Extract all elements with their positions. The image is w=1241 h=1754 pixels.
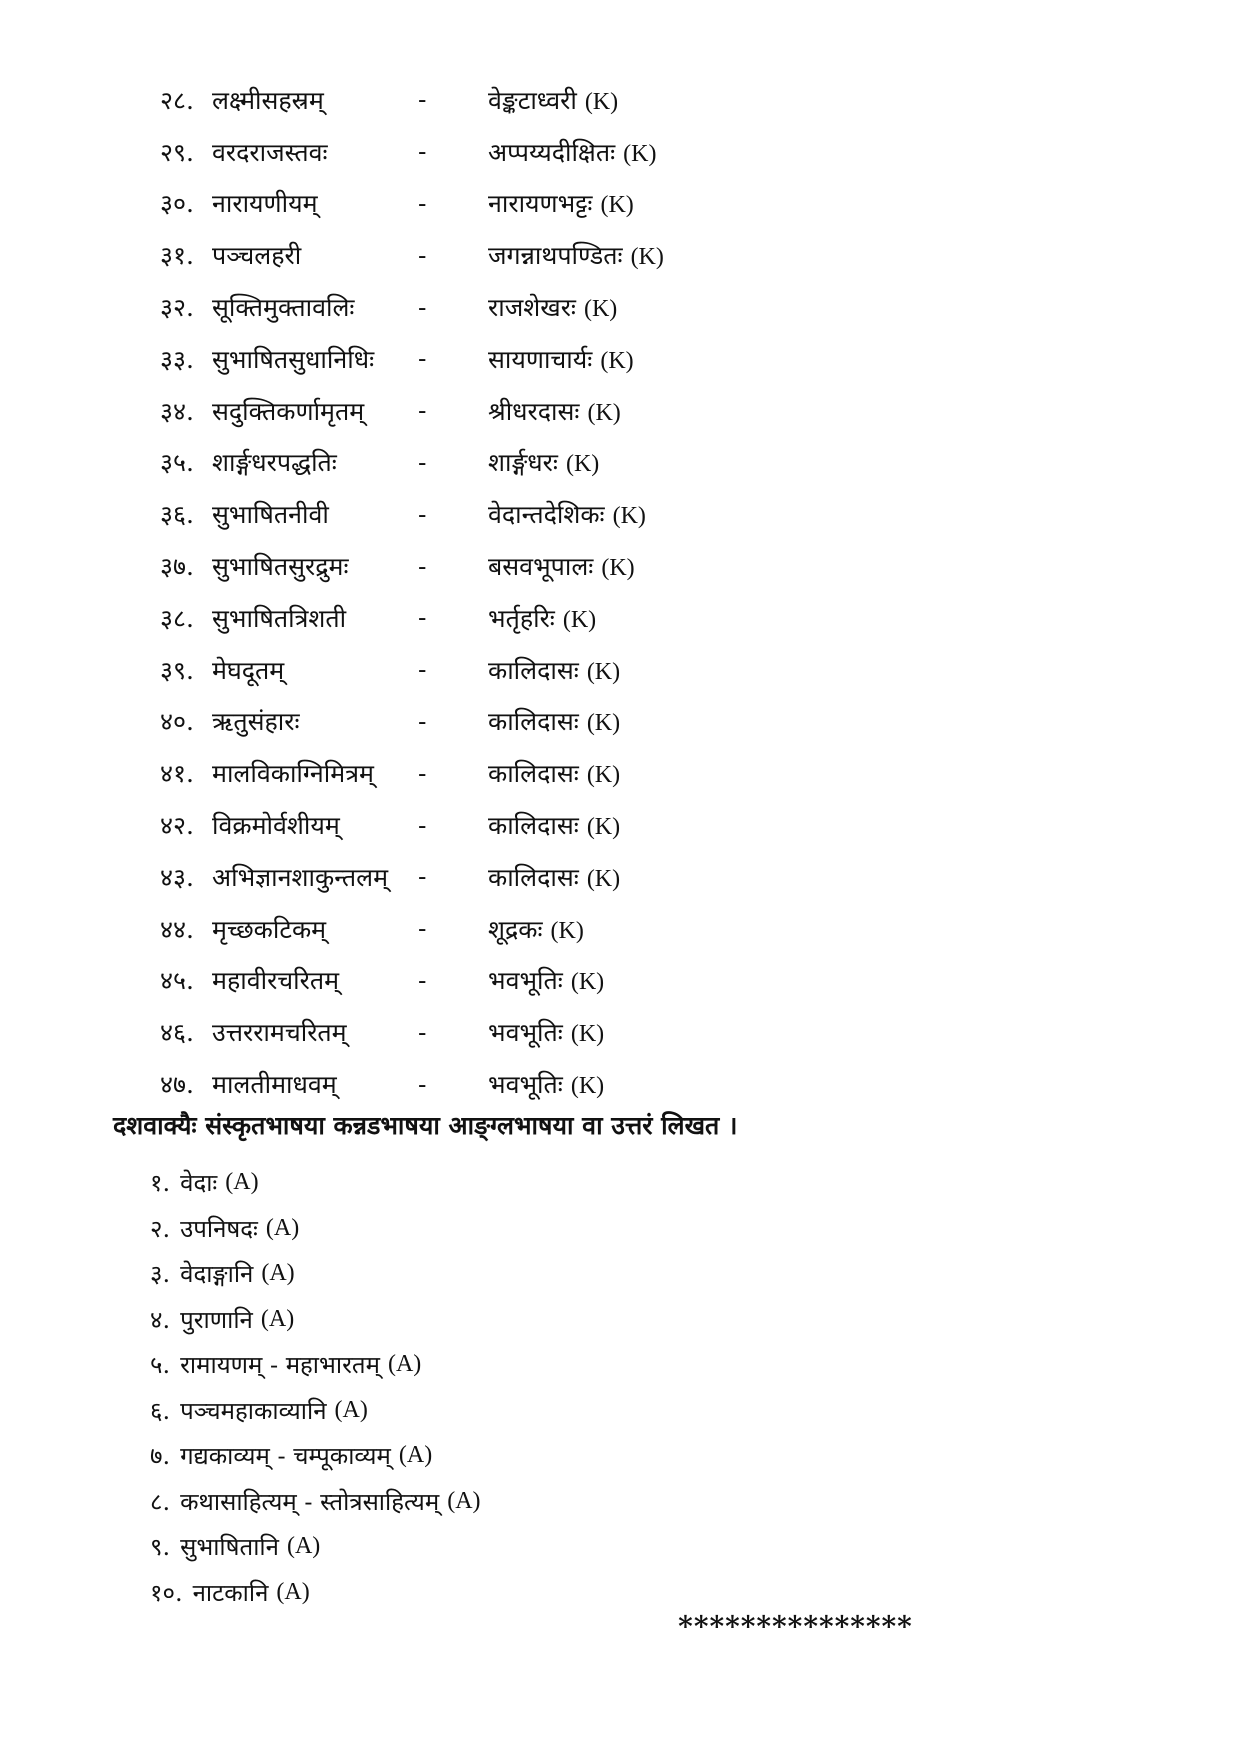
work-dash: -: [418, 292, 427, 322]
topic-number: १.: [150, 1169, 171, 1198]
work-author: वेदान्तदेशिकः: [488, 500, 605, 530]
topic-tag: (A): [276, 1578, 310, 1605]
work-tag: (K): [583, 296, 618, 323]
work-author-cell: [488, 756, 620, 790]
work-number: ३१.: [160, 241, 194, 271]
work-title: पञ्चलहरी: [212, 241, 302, 271]
work-number: ३४.: [160, 396, 194, 426]
work-title: सदुक्तिकर्णामृतम्: [212, 396, 365, 426]
work-number: २९.: [160, 137, 194, 167]
topic-tag: (A): [447, 1487, 481, 1514]
work-number: ४२.: [160, 811, 194, 841]
work-author-cell: [488, 238, 664, 272]
topic-text: सुभाषितानि: [180, 1533, 279, 1562]
work-number: ४१.: [160, 759, 194, 789]
topic-tag: (A): [334, 1396, 368, 1423]
work-number: ३५.: [160, 448, 194, 478]
work-dash: -: [418, 137, 427, 167]
work-dash: -: [418, 914, 427, 944]
work-tag: (K): [600, 347, 634, 374]
work-author-cell: [488, 963, 604, 997]
work-author-cell: [488, 1067, 604, 1101]
topic-tag: (A): [265, 1214, 300, 1241]
work-tag: (K): [570, 1021, 605, 1048]
topic-row: [150, 1433, 481, 1479]
work-row: [160, 592, 1060, 644]
work-number: ४५.: [160, 966, 194, 996]
topics-list: [150, 1160, 481, 1615]
work-title: लक्ष्मीसहस्रम्: [212, 85, 324, 115]
work-row: [160, 281, 1060, 333]
work-dash: -: [418, 965, 427, 995]
work-row: [160, 126, 1060, 178]
work-number: ३९.: [160, 655, 194, 685]
work-number: २८.: [160, 85, 194, 115]
work-tag: (K): [586, 865, 621, 892]
work-author: कालिदासः: [488, 655, 579, 685]
work-dash: -: [418, 551, 427, 581]
topic-row: [150, 1297, 481, 1343]
topic-row: [150, 1206, 481, 1252]
work-dash: -: [418, 1017, 427, 1047]
work-title: सुभाषितसुरद्रुमः: [212, 552, 349, 582]
topic-text: कथासाहित्यम् - स्तोत्रसाहित्यम्: [180, 1487, 440, 1516]
work-author-cell: [488, 445, 599, 479]
topic-tag: (A): [261, 1260, 295, 1287]
topic-row: [150, 1342, 481, 1388]
work-dash: -: [418, 240, 427, 270]
topic-tag: (A): [398, 1442, 433, 1469]
work-number: ४३.: [160, 862, 194, 892]
work-tag: (K): [630, 244, 664, 271]
work-author-cell: [488, 704, 620, 738]
work-author: भवभूतिः: [488, 1070, 563, 1100]
topic-row: [150, 1479, 481, 1525]
work-tag: (K): [586, 814, 621, 841]
work-dash: -: [418, 603, 427, 633]
work-tag: (K): [612, 503, 646, 530]
work-dash: -: [418, 655, 427, 685]
work-author-cell: [488, 653, 620, 687]
work-title: सूक्तिमुक्तावलिः: [212, 293, 355, 323]
work-title: अभिज्ञानशाकुन्तलम्: [212, 862, 389, 892]
work-author-cell: [488, 342, 634, 376]
work-author-cell: [488, 135, 656, 169]
topic-number: ९.: [150, 1533, 171, 1562]
work-title: विक्रमोर्वशीयम्: [212, 811, 340, 841]
work-dash: -: [418, 706, 427, 736]
work-row: [160, 851, 1060, 903]
work-author-cell: [488, 860, 620, 894]
topic-text: उपनिषदः: [180, 1214, 258, 1243]
work-title: मालतीमाधवम्: [212, 1070, 337, 1100]
work-author: भवभूतिः: [488, 966, 563, 996]
work-row: [160, 799, 1060, 851]
work-title: मृच्छकटिकम्: [212, 914, 327, 944]
work-title: महावीरचरितम्: [212, 966, 340, 996]
topic-number: ७.: [150, 1442, 171, 1471]
work-author-cell: [488, 290, 617, 324]
work-title: सुभाषितसुधानिधिः: [212, 344, 375, 374]
work-author: कालिदासः: [488, 811, 579, 841]
work-title: ऋतुसंहारः: [212, 707, 300, 737]
work-author-cell: [488, 808, 620, 842]
work-title: उत्तररामचरितम्: [212, 1018, 347, 1048]
work-number: ३६.: [160, 500, 194, 530]
work-author: बसवभूपालः: [488, 552, 594, 582]
work-dash: -: [418, 758, 427, 788]
work-row: [160, 1058, 1060, 1110]
work-row: [160, 333, 1060, 385]
work-dash: -: [418, 810, 427, 840]
work-row: [160, 385, 1060, 437]
work-author: जगन्नाथपण्डितः: [488, 241, 623, 271]
work-row: [160, 229, 1060, 281]
work-row: [160, 1006, 1060, 1058]
work-dash: -: [418, 447, 427, 477]
works-list: [160, 74, 1060, 1110]
work-author: सायणाचार्यः: [488, 344, 593, 374]
work-title: सुभाषितत्रिशती: [212, 603, 347, 633]
work-title: शार्ङ्गधरपद्धतिः: [212, 448, 337, 478]
work-row: [160, 488, 1060, 540]
work-author: शूद्रकः: [488, 914, 543, 944]
work-tag: (K): [587, 399, 621, 426]
work-dash: -: [418, 396, 427, 426]
work-row: [160, 178, 1060, 230]
work-row: [160, 644, 1060, 696]
work-number: ३८.: [160, 603, 194, 633]
topic-row: [150, 1388, 481, 1434]
work-title: नारायणीयम्: [212, 189, 318, 219]
work-author: कालिदासः: [488, 862, 579, 892]
work-number: ४४.: [160, 914, 194, 944]
work-tag: (K): [600, 192, 634, 219]
work-author-cell: [488, 186, 634, 220]
topic-tag: (A): [387, 1351, 422, 1378]
work-dash: -: [418, 1069, 427, 1099]
work-author-cell: [488, 394, 621, 428]
topic-text: नाटकानि: [192, 1578, 269, 1607]
topic-text: पुराणानि: [180, 1305, 253, 1334]
topic-number: २.: [150, 1214, 171, 1243]
work-author: अप्पय्यदीक्षितः: [488, 137, 616, 167]
work-number: ३७.: [160, 552, 194, 582]
work-row: [160, 747, 1060, 799]
topic-number: ३.: [150, 1260, 171, 1289]
topic-text: वेदाः: [180, 1169, 218, 1198]
work-author: वेङ्कटाध्वरी: [488, 85, 577, 115]
work-tag: (K): [565, 451, 600, 478]
work-row: [160, 540, 1060, 592]
work-author: श्रीधरदासः: [488, 396, 580, 426]
work-title: सुभाषितनीवी: [212, 500, 329, 530]
work-author: भवभूतिः: [488, 1018, 563, 1048]
topic-row: [150, 1570, 481, 1616]
topic-text: वेदाङ्गानि: [180, 1260, 254, 1289]
work-dash: -: [418, 862, 427, 892]
topic-number: ४.: [150, 1305, 171, 1334]
work-dash: -: [418, 188, 427, 218]
work-tag: (K): [623, 140, 657, 167]
end-marker: ***************: [678, 1610, 913, 1643]
work-dash: -: [418, 85, 427, 115]
work-tag: (K): [562, 606, 597, 633]
work-author: कालिदासः: [488, 759, 579, 789]
topic-text: रामायणम् - महाभारतम्: [180, 1351, 380, 1380]
work-row: [160, 903, 1060, 955]
work-number: ३३.: [160, 344, 194, 374]
work-tag: (K): [570, 969, 605, 996]
section-heading: दशवाक्यैः संस्कृतभाषया कन्नडभाषया आङ्ग्लभाषया वा उत्तरं लिखत ।: [113, 1111, 738, 1140]
work-dash: -: [418, 344, 427, 374]
topic-number: ५.: [150, 1351, 171, 1380]
work-row: [160, 437, 1060, 489]
topic-row: [150, 1160, 481, 1206]
work-author: नारायणभट्टः: [488, 189, 593, 219]
topic-text: पञ्चमहाकाव्यानि: [180, 1396, 327, 1425]
topic-number: ८.: [150, 1487, 171, 1516]
work-author: भर्तृहरिः: [488, 603, 555, 633]
work-number: ३०.: [160, 189, 194, 219]
topic-row: [150, 1251, 481, 1297]
work-dash: -: [418, 499, 427, 529]
topic-row: [150, 1524, 481, 1570]
work-row: [160, 696, 1060, 748]
topic-tag: (A): [286, 1533, 321, 1560]
work-author: राजशेखरः: [488, 293, 576, 323]
work-tag: (K): [550, 917, 584, 944]
work-tag: (K): [586, 658, 621, 685]
work-author-cell: [488, 912, 584, 946]
topic-tag: (A): [260, 1305, 295, 1332]
work-author-cell: [488, 549, 635, 583]
work-tag: (K): [586, 710, 621, 737]
work-number: ४७.: [160, 1070, 194, 1100]
work-tag: (K): [601, 555, 635, 582]
work-author-cell: [488, 497, 646, 531]
topic-number: १०.: [150, 1578, 183, 1607]
work-number: ४०.: [160, 707, 194, 737]
topic-tag: (A): [225, 1169, 259, 1196]
work-tag: (K): [584, 88, 619, 115]
work-tag: (K): [586, 762, 621, 789]
work-author-cell: [488, 83, 618, 117]
work-row: [160, 955, 1060, 1007]
work-number: ४६.: [160, 1018, 194, 1048]
work-row: [160, 74, 1060, 126]
work-author-cell: [488, 601, 596, 635]
work-title: मेघदूतम्: [212, 655, 285, 685]
work-tag: (K): [570, 1073, 605, 1100]
work-author-cell: [488, 1015, 604, 1049]
work-author: शार्ङ्गधरः: [488, 448, 558, 478]
work-title: वरदराजस्तवः: [212, 137, 328, 167]
topic-text: गद्यकाव्यम् - चम्पूकाव्यम्: [180, 1442, 391, 1471]
topic-number: ६.: [150, 1396, 171, 1425]
work-number: ३२.: [160, 293, 194, 323]
work-title: मालविकाग्निमित्रम्: [212, 759, 374, 789]
work-author: कालिदासः: [488, 707, 579, 737]
